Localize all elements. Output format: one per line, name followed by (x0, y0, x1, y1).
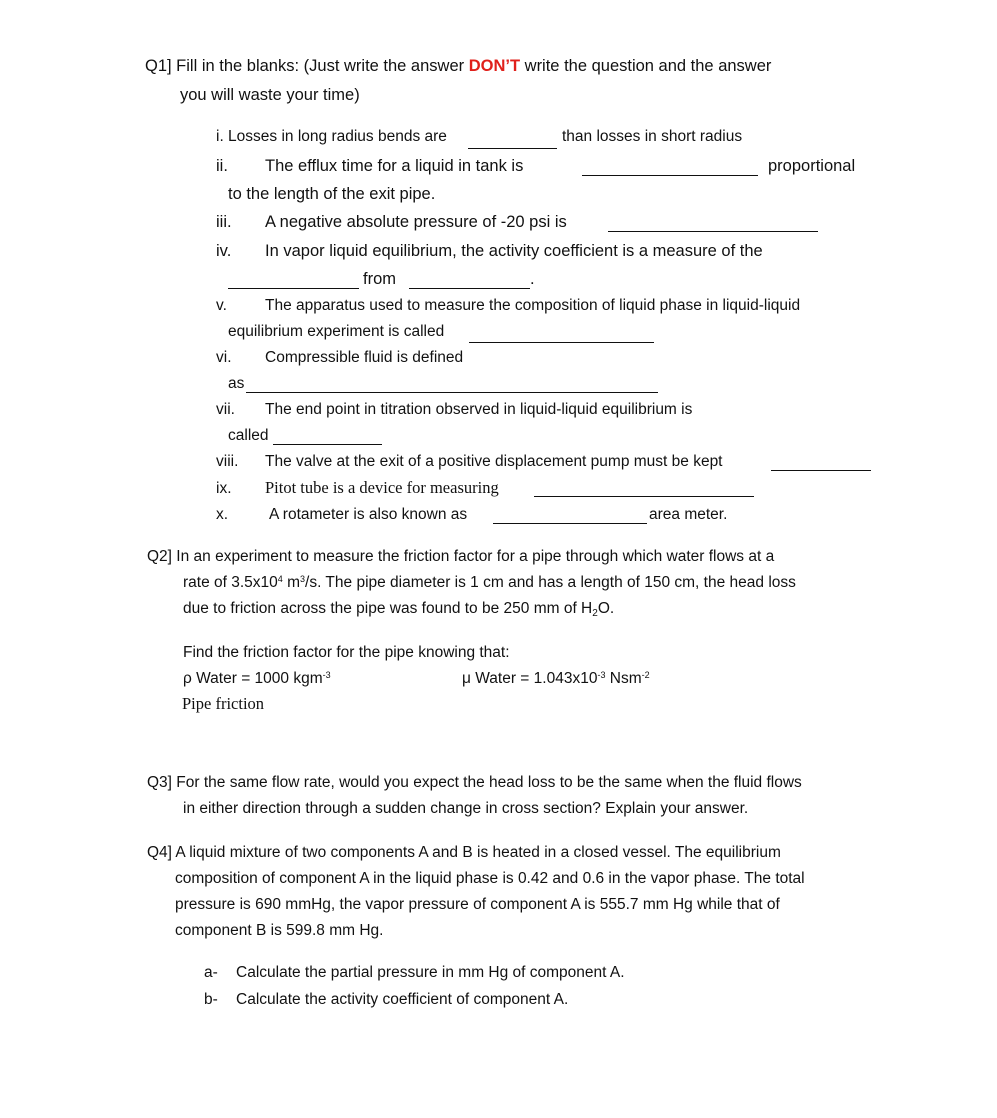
q1-vii-num: vii. (216, 401, 235, 418)
q1-ii-text-c: to the length of the exit pipe. (228, 185, 436, 203)
q1-ix-blank[interactable] (534, 496, 754, 497)
q1-iii-blank[interactable] (608, 231, 818, 232)
q1-viii-blank[interactable] (771, 470, 871, 471)
q2-rho-exponent: -3 (322, 670, 331, 680)
q2-line2-pre: rate of 3.5x10 (183, 574, 278, 591)
q1-emphasis: DON’T (468, 57, 521, 75)
q2-line2 (183, 574, 796, 592)
q1-ii-num: ii. (216, 157, 228, 175)
q2-line2-unit: m (282, 574, 301, 591)
q4-line2: composition of component A in the liquid phase is 0.42 and 0.6 in the vapor phase. The total (175, 870, 805, 887)
q1-v-text: The apparatus used to measure the composition of liquid phase in liquid-liquid (265, 297, 801, 314)
q1-x-num: x. (216, 506, 229, 523)
q1-iii-text: A negative absolute pressure of -20 psi is (265, 213, 567, 231)
q2-line3 (183, 600, 614, 619)
q1-iv-blank-1[interactable] (228, 288, 359, 289)
q2-mu-unit-exponent: -2 (641, 670, 650, 680)
q2-line1: Q2] In an experiment to measure the friction factor for a pipe through which water flows at a (147, 548, 775, 565)
q1-i-blank[interactable] (468, 148, 557, 149)
q1-iv-text-c: . (530, 270, 535, 288)
q1-heading-line2: you will waste your time) (180, 86, 360, 104)
q2-mu (462, 670, 650, 688)
q1-x-text: A rotameter is also known as (269, 506, 468, 523)
q1-ii-text-b: proportional (768, 157, 856, 175)
q4-b-label: b- (204, 991, 218, 1008)
q4-a-label: a- (204, 964, 218, 981)
q1-viii-num: viii. (216, 453, 239, 470)
q1-i-text-b: than losses in short radius (562, 128, 743, 145)
q1-vii-blank[interactable] (273, 444, 382, 445)
q4-line3: pressure is 690 mmHg, the vapor pressure of component A is 555.7 mm Hg while that of (175, 896, 780, 913)
q2-mu-exponent: -3 (597, 670, 606, 680)
q4-line4: component B is 599.8 mm Hg. (175, 922, 384, 939)
q1-ix-text: Pitot tube is a device for measuring (265, 478, 499, 497)
q1-v-blank[interactable] (469, 342, 654, 343)
q2-line2-post: /s. The pipe diameter is 1 cm and has a length of 150 cm, the head loss (305, 574, 796, 591)
q1-heading-text: Q1] Fill in the blanks: (Just write the answer (145, 57, 469, 75)
q1-iv-num: iv. (216, 242, 232, 260)
q1-x-text-b: area meter. (649, 506, 728, 523)
q2-line3-post: O. (597, 600, 615, 617)
q1-ii-blank[interactable] (582, 175, 758, 176)
q2-exponent-2: 3 (300, 574, 306, 584)
q1-viii-text: The valve at the exit of a positive displacement pump must be kept (265, 453, 723, 470)
q1-heading-text-end: write the question and the answer (520, 57, 772, 75)
q4-a-text: Calculate the partial pressure in mm Hg of component A. (236, 964, 625, 981)
q2-subscript: 2 (592, 608, 598, 619)
q2-line3-pre: due to friction across the pipe was found to be 250 mm of H (183, 600, 593, 617)
q1-v-text-b: equilibrium experiment is called (228, 323, 445, 340)
q2-pipe-friction: Pipe friction (182, 694, 265, 713)
q1-ix-num: ix. (216, 480, 232, 497)
q1-ii-text: The efflux time for a liquid in tank is (265, 157, 524, 175)
q2-mu-text: μ Water = 1.043x10 (462, 670, 598, 687)
q2-find: Find the friction factor for the pipe knowing that: (183, 644, 510, 661)
q1-v-num: v. (216, 297, 227, 314)
q1-iv-blank-2[interactable] (409, 288, 530, 289)
q3-line2: in either direction through a sudden change in cross section? Explain your answer. (183, 800, 749, 817)
q2-rho-text: ρ Water = 1000 kgm (183, 670, 323, 687)
q1-vi-text: Compressible fluid is defined (265, 349, 464, 366)
q1-iv-text: In vapor liquid equilibrium, the activity coefficient is a measure of the (265, 242, 763, 260)
q3-line1: Q3] For the same flow rate, would you expect the head loss to be the same when the fluid flows (147, 774, 802, 791)
q1-vi-text-b: as (228, 375, 245, 392)
q1-vi-num: vi. (216, 349, 232, 366)
q2-mu-unit: Nsm (605, 670, 642, 687)
q1-vi-blank[interactable] (246, 392, 658, 393)
q1-vii-text: The end point in titration observed in liquid-liquid equilibrium is (265, 401, 693, 418)
q1-heading (145, 53, 771, 79)
q1-iii-num: iii. (216, 213, 232, 231)
q2-rho (183, 670, 331, 688)
q1-x-blank[interactable] (493, 523, 647, 524)
q4-b-text: Calculate the activity coefficient of component A. (236, 991, 569, 1008)
q2-exponent-1: 4 (277, 574, 283, 584)
q1-iv-text-b: from (363, 270, 396, 288)
q4-line1: Q4] A liquid mixture of two components A and B is heated in a closed vessel. The equilibrium (147, 844, 781, 861)
q1-vii-text-b: called (228, 427, 269, 444)
q1-i-text: i. Losses in long radius bends are (216, 128, 447, 145)
